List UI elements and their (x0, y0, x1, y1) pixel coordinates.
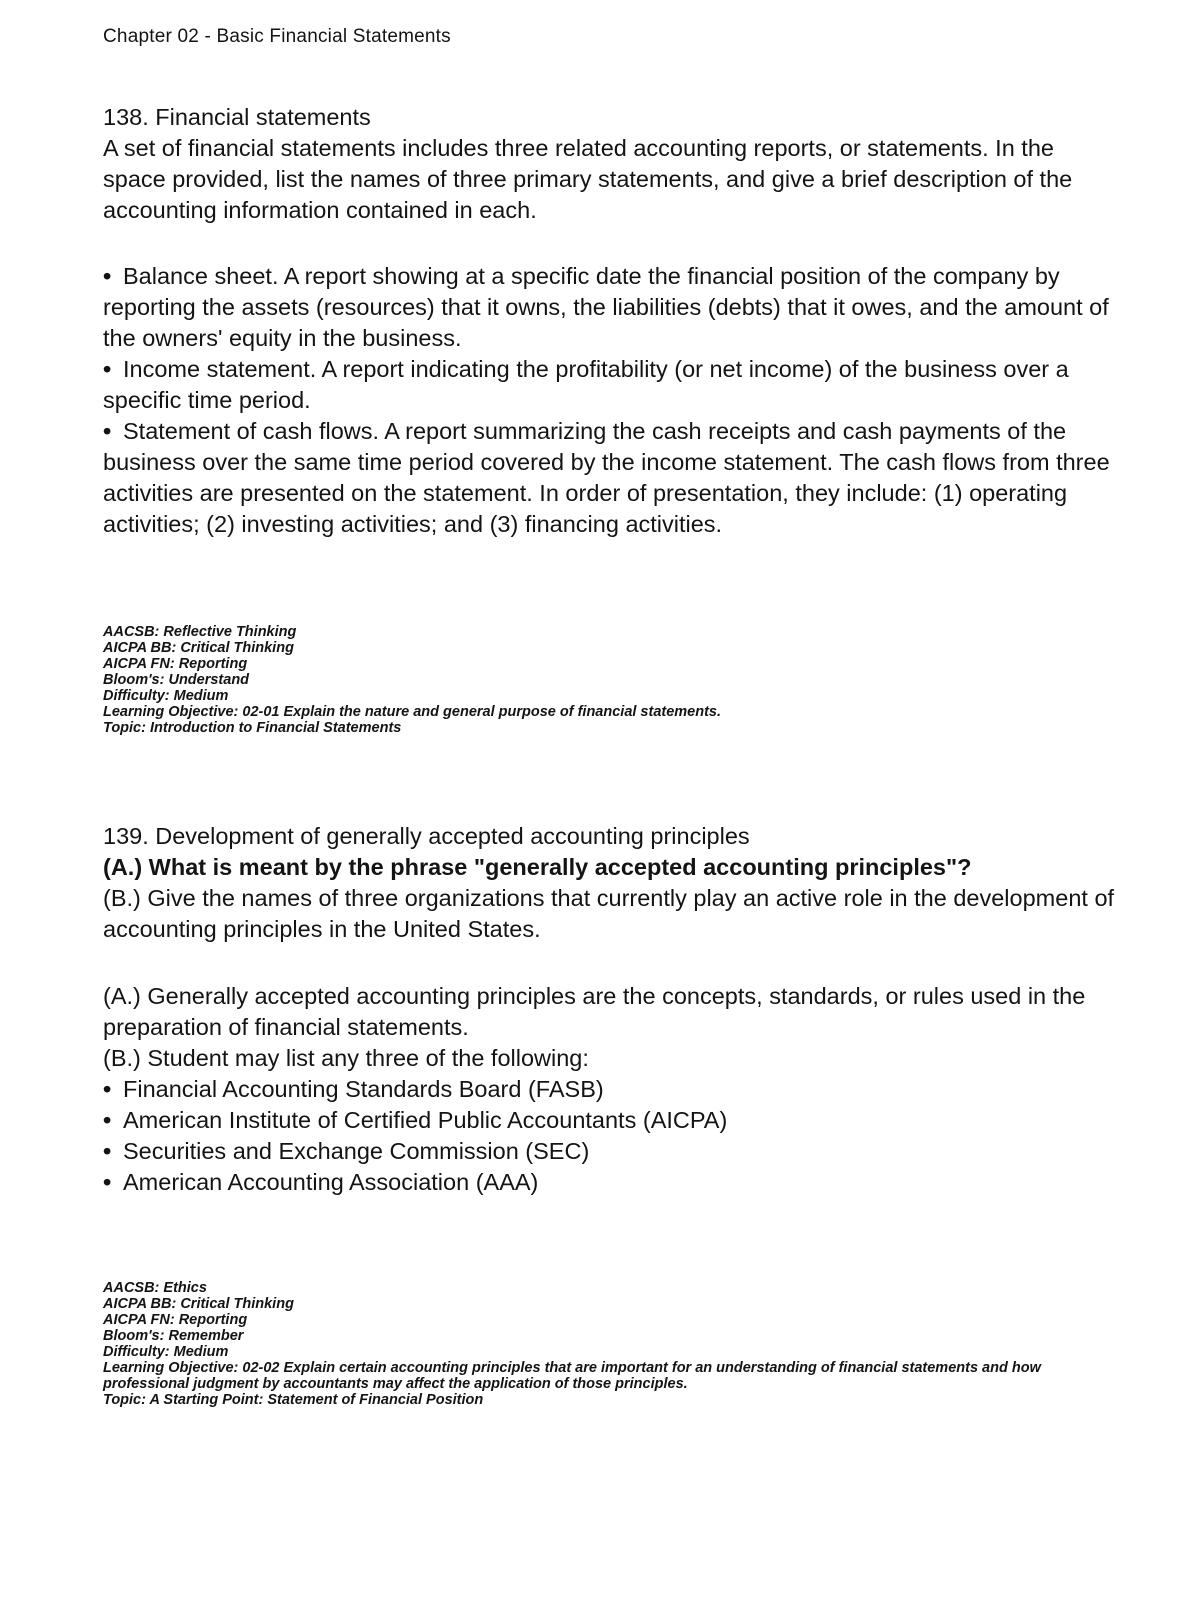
tag-aacsb: AACSB: Ethics (103, 1280, 207, 1296)
question-139-part-b: (B.) Give the names of three organizations that currently play an active role in the development of accounting principles in the United States. (103, 885, 1115, 942)
tag-aicpa-bb: AICPA BB: Critical Thinking (103, 1296, 294, 1312)
answer-income-statement: • Income statement. A report indicating the profitability (or net income) of the business over a specific time period. (103, 354, 1123, 416)
tag-difficulty: Difficulty: Medium (103, 1344, 229, 1360)
question-139 (103, 821, 1123, 945)
org-aicpa: • American Institute of Certified Public Accountants (AICPA) (103, 1105, 1123, 1136)
question-138-tags (103, 624, 1123, 736)
tag-learning-objective: Learning Objective: 02-01 Explain the nature and general purpose of financial statements. (103, 704, 722, 720)
question-138-title: 138. Financial statements (103, 104, 371, 130)
org-fasb: • Financial Accounting Standards Board (FASB) (103, 1074, 1123, 1105)
question-139-part-a: (A.) What is meant by the phrase "generally accepted accounting principles"? (103, 854, 972, 880)
question-139-answer (103, 981, 1123, 1198)
chapter-header: Chapter 02 - Basic Financial Statements (103, 26, 451, 47)
tag-difficulty: Difficulty: Medium (103, 688, 229, 704)
answer-139-a: (A.) Generally accepted accounting principles are the concepts, standards, or rules used in the preparation of financial statements. (103, 983, 1086, 1040)
question-139-title: 139. Development of generally accepted accounting principles (103, 823, 750, 849)
question-138-answer (103, 261, 1123, 540)
answer-balance-sheet: • Balance sheet. A report showing at a specific date the financial position of the company by reporting the assets (resources) that it owns, the liabilities (debts) that it owes, and the amount of the owners' equity in the business. (103, 261, 1123, 354)
answer-139-b: (B.) Student may list any three of the following: (103, 1045, 589, 1071)
tag-learning-objective: Learning Objective: 02-02 Explain certain accounting principles that are important for an understanding of financial statements and how professional judgment by accountants may affect the application of those principles. (103, 1360, 1041, 1392)
org-aaa: • American Accounting Association (AAA) (103, 1167, 1123, 1198)
org-sec: • Securities and Exchange Commission (SEC) (103, 1136, 1123, 1167)
tag-aicpa-fn: AICPA FN: Reporting (103, 656, 248, 672)
question-139-tags (103, 1280, 1123, 1408)
tag-topic: Topic: Introduction to Financial Statements (103, 720, 402, 736)
answer-cash-flows: • Statement of cash flows. A report summarizing the cash receipts and cash payments of the business over the same time period covered by the income statement. The cash flows from three activities are presented on the statement. In order of presentation, they include: (1) operating activities; (2) investing activities; and (3) financing activities. (103, 416, 1123, 540)
question-138 (103, 102, 1123, 226)
tag-aicpa-fn: AICPA FN: Reporting (103, 1312, 248, 1328)
tag-blooms: Bloom's: Remember (103, 1328, 244, 1344)
tag-topic: Topic: A Starting Point: Statement of Financial Position (103, 1392, 484, 1408)
tag-aicpa-bb: AICPA BB: Critical Thinking (103, 640, 294, 656)
question-138-prompt: A set of financial statements includes three related accounting reports, or statements. In the space provided, list the names of three primary statements, and give a brief description of the accounting information contained in each. (103, 135, 1073, 223)
tag-aacsb: AACSB: Reflective Thinking (103, 624, 297, 640)
tag-blooms: Bloom's: Understand (103, 672, 250, 688)
